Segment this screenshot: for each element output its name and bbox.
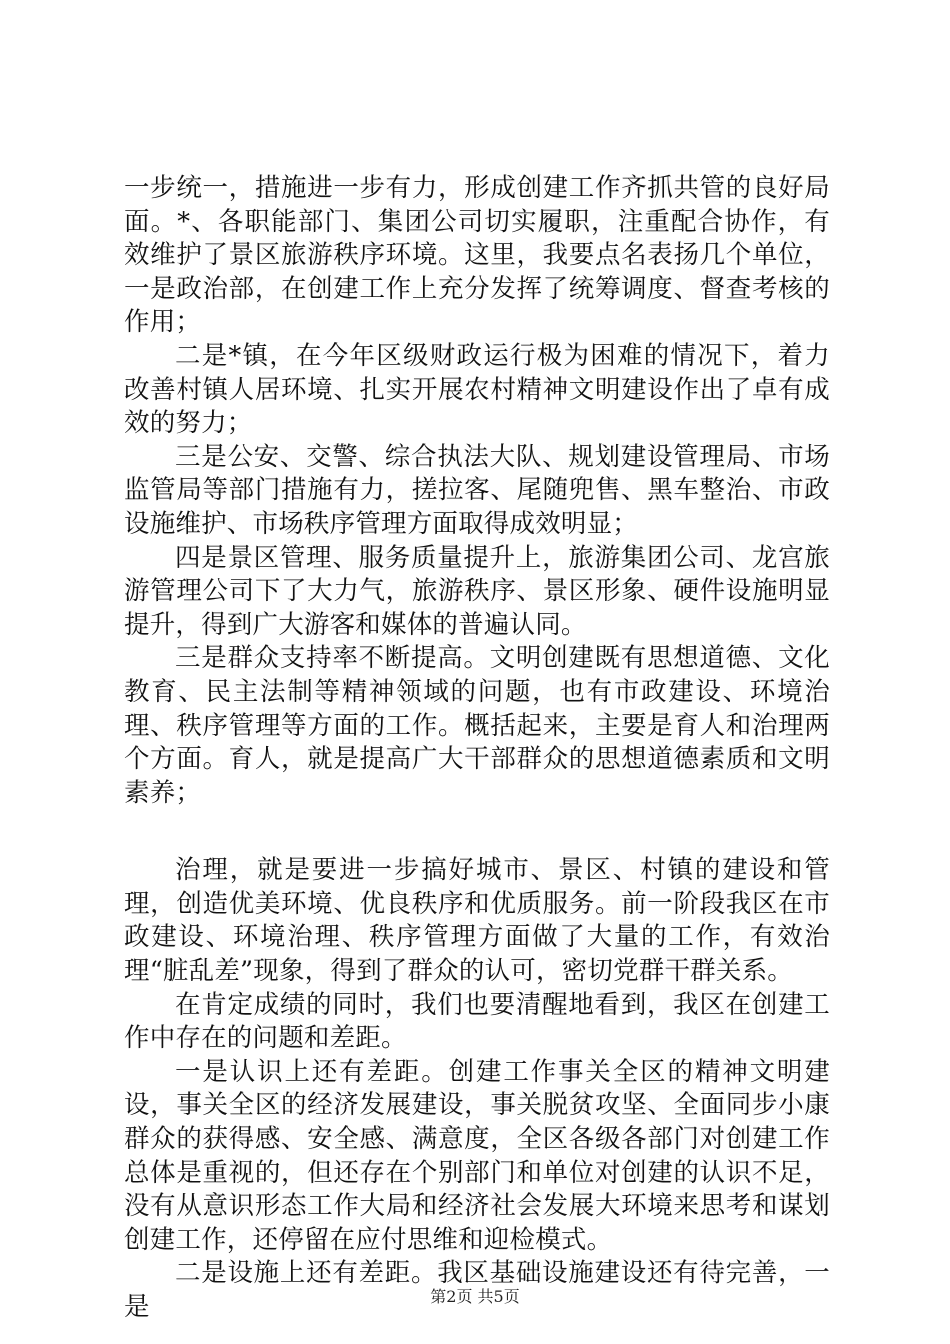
document-body	[124, 172, 830, 1325]
paragraph-5: 三是群众支持率不断提高。文明创建既有思想道德、文化教育、民主法制等精神领域的问题，也有市政建设、环境治理、秩序管理等方面的工作。概括起来，主要是育人和治理两个方面。育人，就是提高广大干部群众的思想道德素质和文明素养；	[124, 643, 830, 808]
paragraph-6: 治理，就是要进一步搞好城市、景区、村镇的建设和管理，创造优美环境、优良秩序和优质服务。前一阶段我区在市政建设、环境治理、秩序管理方面做了大量的工作，有效治理“脏乱差”现象，得到了群众的认可，密切党群干群关系。	[124, 855, 830, 987]
paragraph-1: 一步统一，措施进一步有力，形成创建工作齐抓共管的良好局面。*、各职能部门、集团公司切实履职，注重配合协作，有效维护了景区旅游秩序环境。这里，我要点名表扬几个单位，一是政治部，在创建工作上充分发挥了统筹调度、督查考核的作用；	[124, 173, 830, 338]
paragraph-4: 四是景区管理、服务质量提升上，旅游集团公司、龙宫旅游管理公司下了大力气，旅游秩序、景区形象、硬件设施明显提升，得到广大游客和媒体的普遍认同。	[124, 542, 830, 640]
paragraph-8: 一是认识上还有差距。创建工作事关全区的精神文明建设，事关全区的经济发展建设，事关脱贫攻坚、全面同步小康群众的获得感、安全感、满意度，全区各级各部门对创建工作总体是重视的，但还存在个别部门和单位对创建的认识不足，没有从意识形态工作大局和经济社会发展大环境来思考和谋划创建工作，还停留在应付思维和迎检模式。	[124, 1056, 830, 1255]
paragraph-2: 二是*镇，在今年区级财政运行极为困难的情况下，着力改善村镇人居环境、扎实开展农村精神文明建设作出了卓有成效的努力；	[124, 340, 830, 439]
paragraph-7: 在肯定成绩的同时，我们也要清醒地看到，我区在创建工作中存在的问题和差距。	[124, 989, 830, 1054]
paragraph-gap	[124, 810, 830, 854]
page-number-footer: 第2页 共5页	[430, 1287, 520, 1306]
paragraph-3: 三是公安、交警、综合执法大队、规划建设管理局、市场监管局等部门措施有力，搓拉客、尾随兜售、黑车整治、市政设施维护、市场秩序管理方面取得成效明显；	[124, 441, 830, 539]
paragraph-9: 二是设施上还有差距。我区基础设施建设还有待完善，一是	[124, 1258, 830, 1322]
